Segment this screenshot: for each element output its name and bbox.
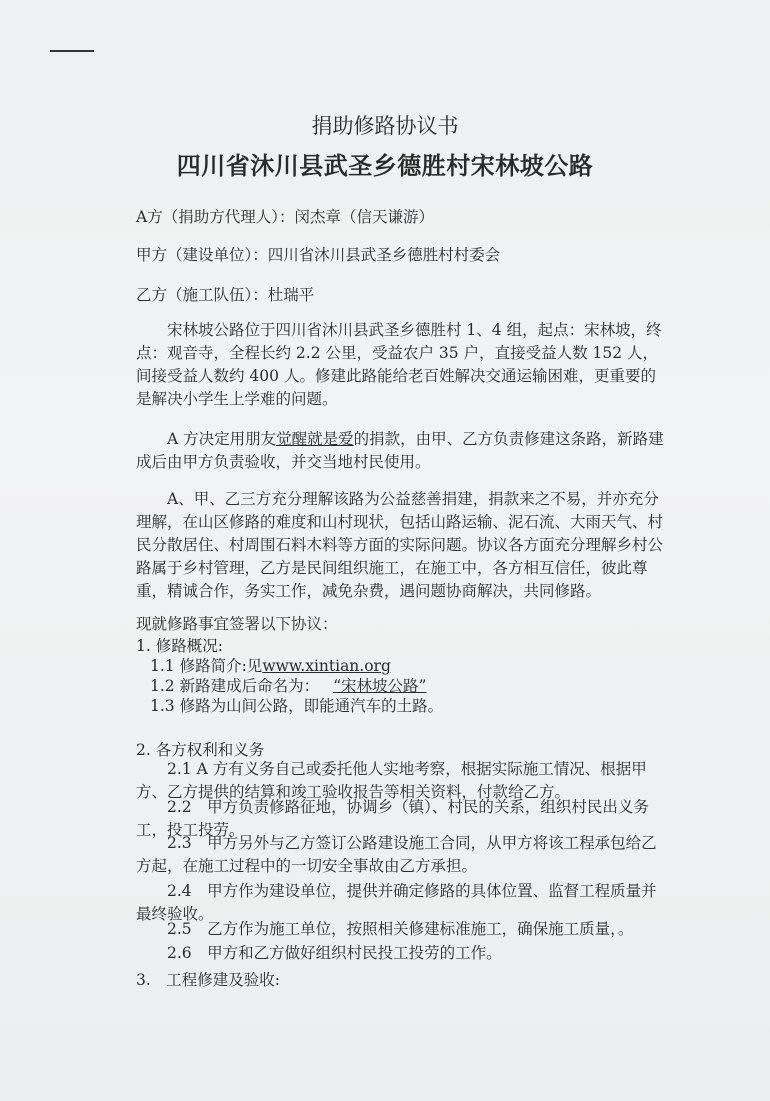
section-2-heading: 2. 各方权利和义务 [136,741,265,759]
party-a: A方（捐助方代理人）：闵杰章（信天谦游） [136,208,434,226]
item-2-6: 2.6 甲方和乙方做好组织村民投工投劳的工作。 [167,944,502,962]
agreement-intro: 现就修路事宜签署以下协议： [136,615,338,633]
item-2-1: 2.1 A 方有义务自己或委托他人实地考察，根据实际施工情况、根据甲方、乙方提供的结算和竣工验收报告等相关资料，付款给乙方。 [136,760,647,801]
section-3-heading: 3. 工程修建及验收: [136,971,281,989]
road-name-title: 四川省沐川县武圣乡德胜村宋林坡公路 [176,151,594,180]
item-1-3: 1.3 修路为山间公路，即能通汽车的土路。 [150,697,444,715]
party-yi: 乙方（施工队伍）：杜瑞平 [136,286,315,304]
item-2-3: 2.3 甲方另外与乙方签订公路建设施工合同，从甲方将该工程承包给乙方起，在施工过程中的一切安全事故由乙方承担。 [136,834,657,875]
item-2-5: 2.5 乙方作为施工单位，按照相关修建标准施工，确保施工质量，。 [167,920,634,938]
paragraph-understanding: A、甲、乙三方充分理解该路为公益慈善捐建，捐款来之不易，并亦充分理解，在山区修路的难度和山村现状，包括山路运输、泥石流、大雨天气、村民分散居住、村周围石料木料等方面的实际问题。协议各方面充分理解乡村公路属于乡村管理，乙方是民间组织施工，在施工中，各方相互信任，彼此尊重，精诚合作，务实工作，减免杂费，遇问题协商解决，共同修路。 [136,490,664,600]
road-name-value: “宋林坡公路” [333,677,427,695]
donor-friend-name: 觉醒就是爱 [276,430,354,448]
item-1-1-label: 1.1 修路简介:见 [150,657,263,675]
item-2-2: 2.2 甲方负责修路征地，协调乡（镇）、村民的关系，组织村民出义务工，投工投劳。 [136,798,649,839]
item-1-2 [150,674,434,696]
item-2-4: 2.4 甲方作为建设单位，提供并确定修路的具体位置、监督工程质量并最终验收。 [136,882,657,923]
paragraph-road-overview: 宋林坡公路位于四川省沐川县武圣乡德胜村 1、4 组，起点：宋林坡，终点：观音寺，全程长约 2.2 公里，受益农户 35 户，直接受益人数 152 人，间接受益人数约 400 人。修建此路能给老百姓解决交通运输困难，更重要的是解决小学生上学难的问题。 [136,321,662,408]
section-1-heading: 1. 修路概况: [136,637,223,655]
pen-mark [50,50,94,52]
document-title: 捐助修路协议书 [311,114,459,138]
item-1-2-label: 1.2 新路建成后命名为： [150,677,320,695]
website-link[interactable]: www.xintian.org [262,657,391,675]
paragraph-donation [136,428,670,474]
donation-text-pre: A 方决定用朋友 [167,430,277,448]
party-jia: 甲方（建设单位）：四川省沐川县武圣乡德胜村村委会 [136,246,501,264]
item-1-1 [150,654,391,676]
donation-text-post: 的捐款，由甲、乙方负责修建这条路，新路建成后由甲方负责验收，并交当地村民使用。 [136,430,664,471]
